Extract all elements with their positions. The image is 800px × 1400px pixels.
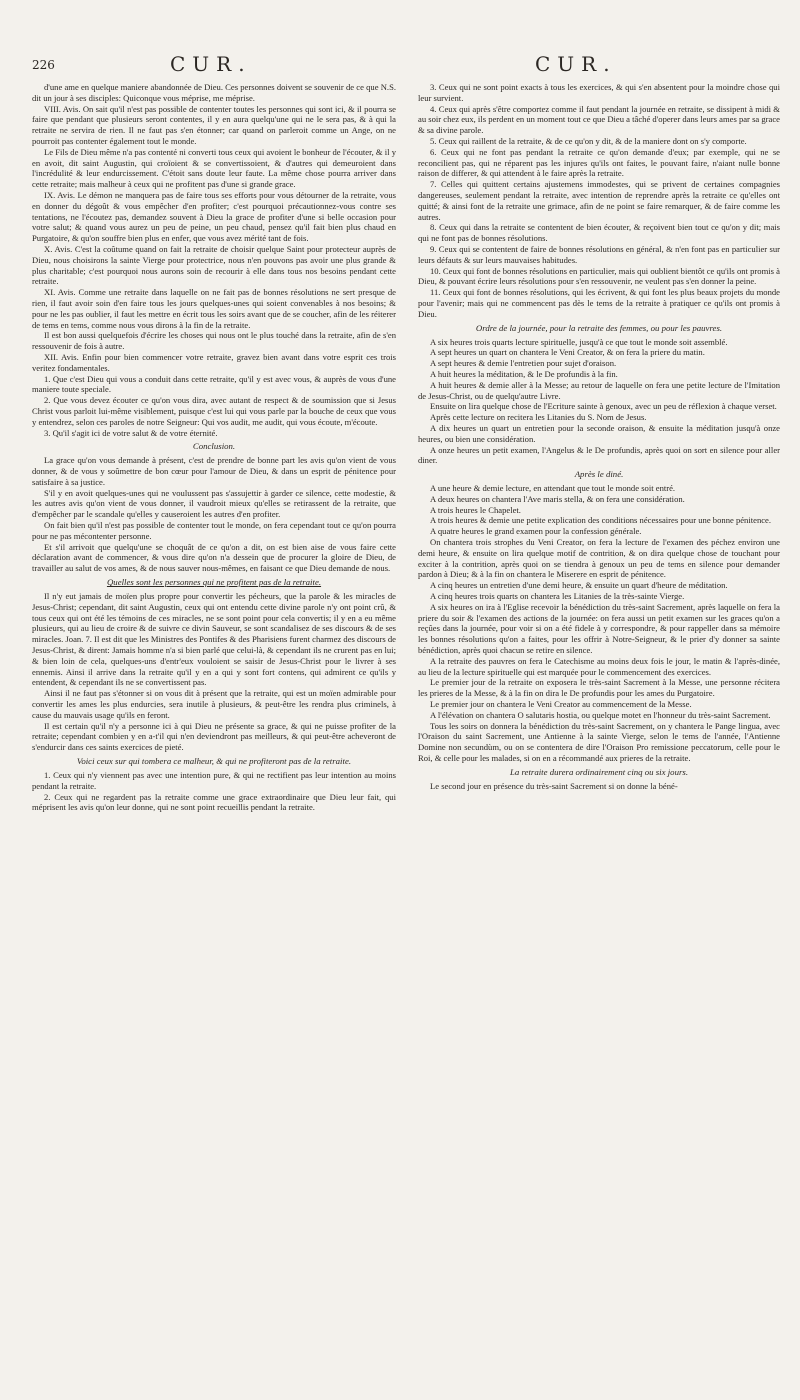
section-heading: Après le diné. xyxy=(574,469,624,480)
paragraph: Le Fils de Dieu même n'a pas contenté ni converti tous ceux qui avoient le bonheur de l'écouter, & il y en avoit, dit saint Augustin, qui croïoient & se convertissoient, & d'autres qui demeuroient dans l'incrédulité & leur endurcissement. C'étoit sans doute leur faute. La même chose pourra arriver dans cette retraite; mais malheur à ceux qui ne profitent pas d'une si grande grace. xyxy=(32,146,396,190)
section-heading: Quelles sont les personnes qui ne profitent pas de la retraite. xyxy=(106,577,322,588)
left-running-title: CUR. xyxy=(170,52,252,76)
paragraph: S'il y en avoit quelques-unes qui ne voulussent pas s'assujettir à garder ce silence, cette modestie, & les autres avis qu'on vient de vous donner, il vaudroit mieux qu'elles se retirassent de la retraite, que d'empêcher par le scandale qu'elles y causeroient les autres d'en profiter. xyxy=(32,487,396,520)
paragraph: 7. Celles qui quittent certains ajustemens immodestes, qui se privent de certaines compagnies dangereuses, seulement pendant la retraite, avec intention de reprendre après la retraite ce qu'elles ont quitté; & ainsi font de la retraite une grimace, afin de ne point se faire remarquer, & de faire comme les autres. xyxy=(418,179,780,222)
paragraph: A cinq heures un entretien d'une demi heure, & ensuite un quart d'heure de méditation. xyxy=(430,580,728,591)
paragraph: 3. Ceux qui ne sont point exacts à tous les exercices, & qui s'en absentent pour la moindre chose qui leur survient. xyxy=(418,82,780,103)
paragraph: A cinq heures trois quarts on chantera les Litanies de la très-sainte Vierge. xyxy=(430,591,685,602)
paragraph: XII. Avis. Enfin pour bien commencer votre retraite, gravez bien avant dans votre esprit ces trois veritez fondamentales. xyxy=(32,351,396,373)
paragraph: Le premier jour on chantera le Veni Creator au commencement de la Messe. xyxy=(430,699,692,710)
paragraph: A sept heures & demie l'entretien pour sujet d'oraison. xyxy=(430,358,617,369)
paragraph: A dix heures un quart un entretien pour la seconde oraison, & ensuite la méditation jusqu'à onze heures, ou bien une considération. xyxy=(418,422,780,444)
paragraph: 10. Ceux qui font de bonnes résolutions en particulier, mais qui oublient bientôt ce qu'ils ont promis à Dieu, & pouvant écrire leurs résolutions pour s'en ressouvenir, ne veulent pas s'en donner la peine. xyxy=(418,265,780,287)
paragraph: 3. Qu'il s'agit ici de votre salut & de votre éternité. xyxy=(44,427,218,438)
section-heading: La retraite durera ordinairement cinq ou six jours. xyxy=(509,766,689,777)
paragraph: 2. Que vous devez écouter ce qu'on vous dira, avec autant de respect & de soumission que si Jesus Christ vous parloit lui-même visiblement, puisque c'est lui qui vous parle par la bouche de ceux que vous y entendrez, selon ces paroles de notre Seigneur: Qui vos audit, me audit, qui vous écoute, m'écoute. xyxy=(32,395,396,427)
paragraph: Il est certain qu'il n'y a personne ici à qui Dieu ne présente sa grace, & qui ne puisse profiter de la retraite; cependant combien y en a-t'il qui n'en deviendront pas meilleurs, & qui peut-être acheveront de s'endurcir dans ces saints exercices de pieté. xyxy=(32,720,396,753)
paragraph: Il n'y eut jamais de moïen plus propre pour convertir les pécheurs, que la parole & les miracles de Jesus-Christ; cependant, dit saint Augustin, ceux qui ont entendu cette divine parole n'y ont point crû, & tous ceux qui ont été les témoins de ces miracles, ne se sont point pour cela convertis; il y en a eu même plusieurs, qui au lieu de croire & de suivre ce divin Sauveur, se sont scandalisez de ses discours & de ses miracles. Joan. 7. Il est dit que les Ministres des Pontifes & des Pharisiens furent charmez des discours de Jesus-Christ, & dirent: Jamais homme n'a si bien parlé que celui-là, & cependant ils ne crurent pas en lui; & bien loin de cela, quelques-uns d'entr'eux vouloient se saisir de Jesus-Christ pour le livrer à ses ennemis. Ainsi il arrive dans la retraite qu'il y en a qui y sont fort contens, qui admirent ce qu'ils y entendent, & cependant ils ne se convertissent pas. xyxy=(32,591,396,688)
paragraph: 1. Que c'est Dieu qui vous a conduit dans cette retraite, qu'il y est avec vous, & auprès de vous d'une maniere toute speciale. xyxy=(32,373,396,395)
paragraph: A six heures on ira à l'Eglise recevoir la bénédiction du très-saint Sacrement, après laquelle on fera la priere du soir & l'examen des actions de la journée: on fera aussi un petit examen sur les graces qu'on a reçûes dans la journée, pour voir si on a été fidele à y correspondre, & pour rappeller dans sa mémoire les bonnes résolutions qu'on a faites, pour les offrir à Notre-Seigneur, & le prier d'y donner sa sainte bénédiction, après quoi chacun se retire en silence. xyxy=(418,601,780,656)
paragraph: A sept heures un quart on chantera le Veni Creator, & on fera la priere du matin. xyxy=(430,347,705,358)
paragraph: Tous les soirs on donnera la bénédiction du très-saint Sacrement, on y chantera le Pange lingua, avec l'Oraison du saint Sacrement, une Antienne à la sainte Vierge, selon le tems de l'année, l'Antienne Domine non secundùm, ou on se contentera de dire l'Oraison Pro remissione peccatorum, celle pour le Roi, & celle pour les malades, si on en a récommandé aux prieres de la retraite. xyxy=(418,720,780,764)
paragraph: A la retraite des pauvres on fera le Catechisme au moins deux fois le jour, le matin & l'après-dinée, au lieu de la lecture spirituelle qui est marquée pour le commencement des exercices. xyxy=(418,655,780,677)
paragraph: Le premier jour de la retraite on exposera le très-saint Sacrement à la Messe, une personne récitera les prieres de la Messe, & à la fin on dira le De profundis pour les ames du Purgatoire. xyxy=(418,677,780,699)
left-text-column xyxy=(32,82,396,1382)
paragraph: A une heure & demie lecture, en attendant que tout le monde soit entré. xyxy=(430,483,676,494)
paragraph: 8. Ceux qui dans la retraite se contentent de bien écouter, & reçoivent bien tout ce qu'on y dit; mais qui ne font pas de bonnes résolutions. xyxy=(418,222,780,244)
paragraph: 9. Ceux qui se contentent de faire de bonnes résolutions en général, & n'en font pas en particulier sur leurs défauts & sur leurs mauvaises habitudes. xyxy=(418,243,780,265)
paragraph: A huit heures la méditation, & le De profundis à la fin. xyxy=(430,368,618,379)
paragraph: On fait bien qu'il n'est pas possible de contenter tout le monde, on fera cependant tout ce qu'on pourra pour ne pas mécontenter personne. xyxy=(32,520,396,541)
paragraph: On chantera trois strophes du Veni Creator, on fera la lecture de l'examen des péchez environ une demi heure, & ensuite on lira quelque motif de contrition, & on dira quelque chose de touchant pour exciter à la contrition, après quoi on se tiendra à genoux un peu de tems en silence pour demander pardon à Dieu; & à la fin on chantera le Miserere en esprit de pénitence. xyxy=(418,537,780,580)
section-heading: Voici ceux sur qui tombera ce malheur, & qui ne profiteront pas de la retraite. xyxy=(76,756,352,767)
paragraph: IX. Avis. Le démon ne manquera pas de faire tous ses efforts pour vous détourner de la retraite, vous en donner du dégoût & vous empêcher d'en profiter; c'est pourquoi précautionnez-vous contre ses tentations, ne l'écoutez pas, demandez souvent à Dieu la grace de profiter d'une si belle occasion pour votre salut; & quand vous aurez un peu de peine, un peu chaud, pensez qu'il fait bien plus chaud en Purgatoire, & qu'on souffre bien plus en enfer, que vous avez mérité tant de fois. xyxy=(32,189,396,244)
running-header xyxy=(0,52,800,82)
page-number: 226 xyxy=(32,58,55,72)
paragraph: 6. Ceux qui ne font pas pendant la retraite ce qu'on demande d'eux; par exemple, qui ne se reconcilient pas, qui ne réparent pas les injures qu'ils ont faites, le pouvant faire, n'aiant nulle bonne raison de differer, & qui attendent à le faire après la retraite. xyxy=(418,146,780,179)
paragraph: A deux heures on chantera l'Ave maris stella, & on fera une considération. xyxy=(430,493,685,504)
right-running-title: CUR. xyxy=(535,52,617,76)
paragraph: 1. Ceux qui n'y viennent pas avec une intention pure, & qui ne rectifient pas leur intention au moins pendant la retraite. xyxy=(32,770,396,791)
paragraph: XI. Avis. Comme une retraite dans laquelle on ne fait pas de bonnes résolutions ne sert presque de rien, il faut avoir soin d'en faire tous les jours quelques-unes qui soient convenables à nos besoins; & pour ne les pas oublier, il faut les mettre en écrit tous les soirs avant que de se coucher, afin de les réiterer de tems en tems, comme nous vous dirons à la fin de la retraite. xyxy=(32,287,396,330)
paragraph: Ensuite on lira quelque chose de l'Ecriture sainte à genoux, avec un peu de réflexion à chaque verset. xyxy=(430,401,777,412)
paragraph: A six heures trois quarts lecture spirituelle, jusqu'à ce que tout le monde soit assemblé. xyxy=(430,336,728,347)
right-text-column xyxy=(418,82,780,1382)
paragraph: Le second jour en présence du très-saint Sacrement si on donne la béné- xyxy=(430,780,678,791)
paragraph: X. Avis. C'est la coûtume quand on fait la retraite de choisir quelque Saint pour protecteur auprès de Dieu, nous choisirons la sainte Vierge pour protectrice, nous n'en pouvons pas avoir une plus grande & plus charitable; c'est pourquoi nous aurons soin de recourir à elle dans tous nos besoins pendant cette retraite. xyxy=(32,243,396,287)
paragraph: 2. Ceux qui ne regardent pas la retraite comme une grace extraordinaire que Dieu leur fait, qui méprisent les avis qu'on leur donne, qui ne sont point recueillis pendant la retraite. xyxy=(32,791,396,813)
paragraph: Ainsi il ne faut pas s'étonner si on vous dit à présent que la retraite, qui est un moïen admirable pour convertir les ames les plus endurcies, sera inutile à plusieurs, & peut-être les rendra plus criminels, à cause du mauvais usage qu'ils en feront. xyxy=(32,688,396,720)
paragraph: 11. Ceux qui font de bonnes résolutions, qui les écrivent, & qui font les plus beaux projets du monde pour l'avenir; mais qui ne commencent pas dès le tems de la retraite à pratiquer ce qu'ils ont promis à Dieu. xyxy=(418,287,780,319)
section-heading: Conclusion. xyxy=(192,441,236,452)
section-heading: Ordre de la journée, pour la retraite des femmes, ou pour les pauvres. xyxy=(475,322,723,333)
paragraph: 5. Ceux qui raillent de la retraite, & de ce qu'on y dit, & de la maniere dont on s'y comporte. xyxy=(430,135,747,146)
paragraph: A huit heures & demie aller à la Messe; au retour de laquelle on fera une petite lecture de l'Imitation de Jesus-Christ, ou de quelqu'autre Livre. xyxy=(418,379,780,401)
paragraph: A l'élévation on chantera O salutaris hostia, ou quelque motet en l'honneur du très-saint Sacrement. xyxy=(430,709,771,720)
paragraph: Et s'il arrivoit que quelqu'une se choquât de ce qu'on a dit, on est bien aise de vous faire cette déclaration avant de commencer, & vous dire qu'on n'a dessein que de procurer la gloire de Dieu, de travailler au salut de vos ames, & de nous sauver nous-mêmes, en faisant ce que Dieu demande de nous. xyxy=(32,541,396,574)
paragraph: A trois heures le Chapelet. xyxy=(430,504,521,515)
paragraph: La grace qu'on vous demande à présent, c'est de prendre de bonne part les avis qu'on vient de vous donner, & de vous y soûmettre de bon cœur pour l'amour de Dieu, & dans un esprit de pénitence pour satisfaire à sa justice. xyxy=(32,455,396,487)
paragraph: Après cette lecture on recitera les Litanies du S. Nom de Jesus. xyxy=(430,412,647,423)
paragraph: 4. Ceux qui après s'être comportez comme il faut pendant la journée en retraite, se dissipent à midi & au soir chez eux, ils perdent en un moment tout ce que Dieu a tâché d'operer dans leurs ames par sa grace & sa divine parole. xyxy=(418,103,780,136)
paragraph: A quatre heures le grand examen pour la confession générale. xyxy=(430,526,642,537)
paragraph: VIII. Avis. On sait qu'il n'est pas possible de contenter toutes les personnes qui sont ici, & il pourra se faire que pendant que plusieurs seront contentes, il y en aura quelqu'une qui ne le sera pas, & à qui la retraite ne servira de rien. Il ne faut pas s'en étonner; car quand on parleroit comme un Ange, on ne pourroit pas contenter également tout le monde. xyxy=(32,103,396,146)
paragraph: Il est bon aussi quelquefois d'écrire les choses qui nous ont le plus touché dans la retraite, afin de s'en ressouvenir de fois à autre. xyxy=(32,330,396,352)
paragraph: d'une ame en quelque maniere abandonnée de Dieu. Ces personnes doivent se souvenir de ce que N.S. dit un jour à ses disciples: Quiconque vous méprise, me méprise. xyxy=(32,82,396,103)
paragraph: A onze heures un petit examen, l'Angelus & le De profundis, après quoi on sort en silence pour aller diner. xyxy=(418,444,780,466)
paragraph: A trois heures & demie une petite explication des conditions nécessaires pour une bonne pénitence. xyxy=(430,515,772,526)
